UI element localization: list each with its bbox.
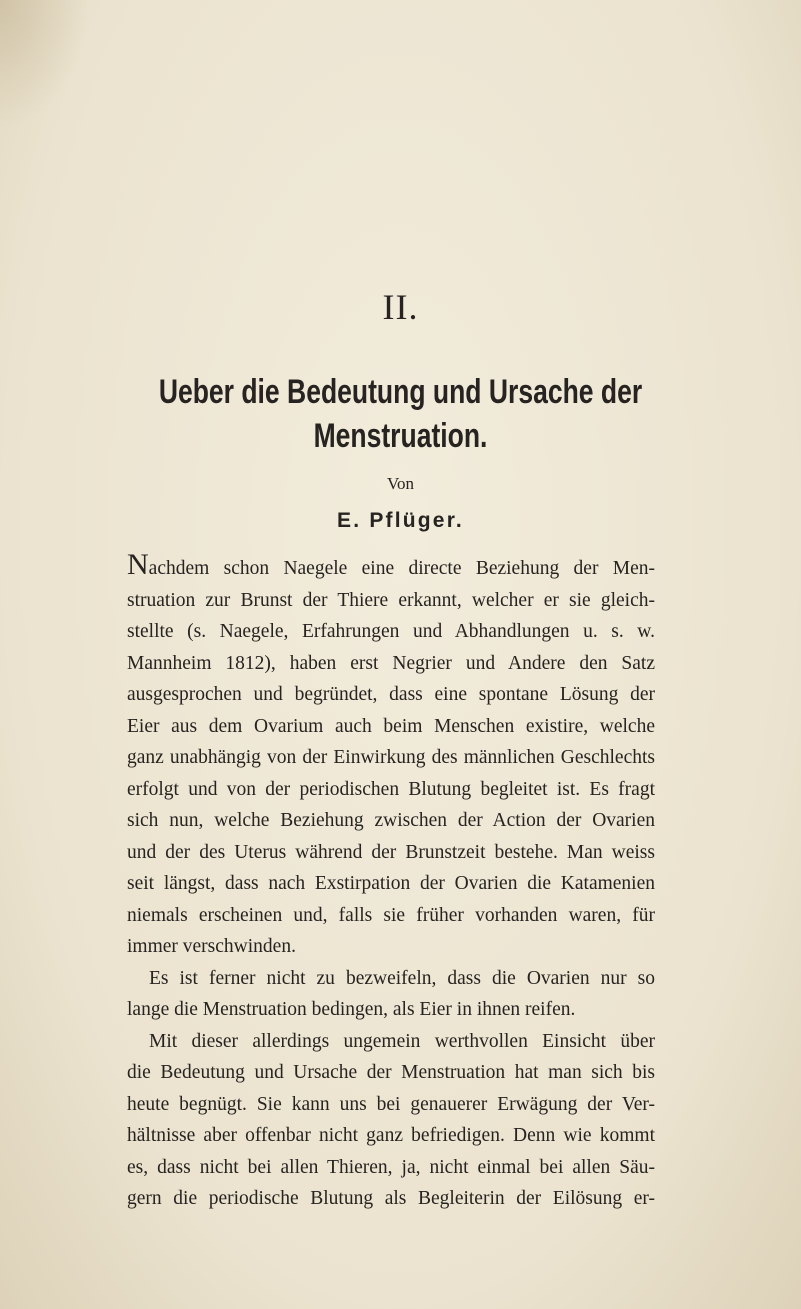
article-title: [158, 370, 642, 458]
text-line: hältnisse aber offenbar nicht ganz befriedigen. Denn wie kommt: [127, 1125, 655, 1146]
text-line: gern die periodische Blutung als Begleiterin der Eilösung er-: [127, 1188, 655, 1209]
text-line: und der des Uterus während der Brunstzeit bestehe. Man weiss: [127, 841, 655, 863]
page-stain: [0, 0, 90, 130]
article-title-line-1: Ueber die Bedeutung und Ursache der: [158, 373, 643, 411]
text-line: heute begnügt. Sie kann uns bei genauerer Erwägung der Ver-: [127, 1093, 655, 1115]
text-line: lange die Menstruation bedingen, als Eier in ihnen reifen.: [127, 999, 576, 1020]
body-text: [127, 548, 655, 1215]
byline-prefix: Von: [386, 474, 415, 493]
text-line: Es ist ferner nicht zu bezweifeln, dass die Ovarien nur so: [149, 967, 655, 989]
text-line: Eier aus dem Ovarium auch beim Menschen existire, welche: [127, 715, 655, 737]
text-line: es, dass nicht bei allen Thieren, ja, nicht einmal bei allen Säu-: [127, 1156, 655, 1178]
text-line: erfolgt und von der periodischen Blutung begleitet ist. Es fragt: [127, 778, 655, 800]
text-line: die Bedeutung und Ursache der Menstruation hat man sich bis: [127, 1062, 655, 1083]
chapter-number: II.: [382, 287, 419, 327]
article-title-line-2: Menstruation.: [313, 417, 488, 455]
author-name: E. Pflüger.: [337, 509, 464, 532]
text-line: ganz unabhängig von der Einwirkung des männlichen Geschlechts: [127, 747, 655, 768]
text-line: sich nun, welche Beziehung zwischen der Action der Ovarien: [127, 810, 655, 831]
text-line: stellte (s. Naegele, Erfahrungen und Abhandlungen u. s. w.: [127, 621, 655, 642]
text-line: Mannheim 1812), haben erst Negrier und Andere den Satz: [127, 652, 655, 674]
text-line: struation zur Brunst der Thiere erkannt, welcher er sie gleich-: [127, 589, 655, 611]
text-line: ausgesprochen und begründet, dass eine spontane Lösung der: [127, 684, 655, 705]
text-line: immer verschwinden.: [127, 936, 296, 957]
text-line: niemals erscheinen und, falls sie früher vorhanden waren, für: [127, 904, 655, 926]
text-line: Nachdem schon Naegele eine directe Beziehung der Men-: [127, 548, 655, 581]
text-line: seit längst, dass nach Exstirpation der Ovarien die Katamenien: [127, 873, 655, 894]
initial-letter: N: [127, 548, 149, 581]
text-line: Mit dieser allerdings ungemein werthvollen Einsicht über: [149, 1030, 655, 1052]
